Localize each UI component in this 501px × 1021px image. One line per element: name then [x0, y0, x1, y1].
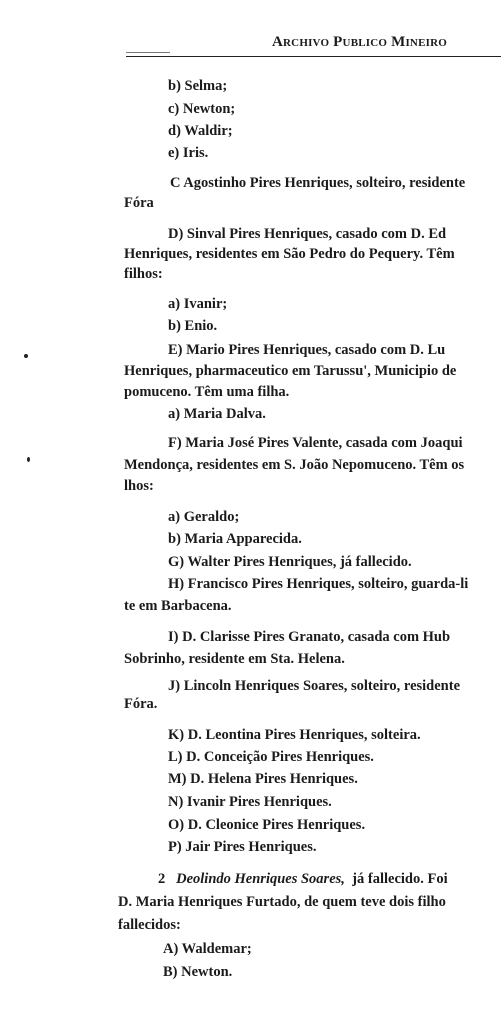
text-line: b) Maria Apparecida. [168, 531, 302, 547]
header-rule [126, 56, 501, 57]
text-line: a) Ivanir; [168, 296, 228, 312]
header-rule-left [126, 52, 170, 53]
text-line: G) Walter Pires Henriques, já fallecido. [168, 554, 412, 570]
text-line: B) Newton. [163, 964, 233, 980]
text-line: I) D. Clarisse Pires Granato, casada com Hub [168, 629, 451, 645]
text-line: J) Lincoln Henriques Soares, solteiro, residente [168, 678, 461, 694]
item-number: 2 [158, 871, 166, 887]
text-line: a) Geraldo; [168, 509, 240, 525]
text-line: H) Francisco Pires Henriques, solteiro, guarda-li [168, 576, 469, 592]
text-line: te em Barbacena. [124, 598, 232, 614]
text-line: A) Waldemar; [163, 941, 252, 957]
text-line: pomuceno. Têm uma filha. [124, 384, 290, 400]
person-name: Deolindo Henriques Soares, [176, 871, 345, 887]
text-line: Henriques, residentes em São Pedro do Pequery. Têm [124, 246, 455, 262]
ink-speck [27, 457, 30, 462]
text-line: E) Mario Pires Henriques, casado com D. Lu [168, 342, 446, 358]
text-line: Henriques, pharmaceutico em Tarussu', Municipio de [124, 363, 457, 379]
text-line: F) Maria José Pires Valente, casada com Joaqui [168, 435, 463, 451]
text-line: Sobrinho, residente em Sta. Helena. [124, 651, 345, 667]
running-header: Archivo Publico Mineiro [272, 34, 447, 50]
text-line: fallecidos: [118, 917, 181, 933]
text-line: c) Newton; [168, 101, 236, 117]
text-run: já fallecido. Foi [352, 871, 448, 887]
text-line: b) Enio. [168, 318, 218, 334]
text-line: b) Selma; [168, 78, 228, 94]
text-line [158, 870, 448, 888]
text-line: N) Ivanir Pires Henriques. [168, 794, 332, 810]
text-line: D. Maria Henriques Furtado, de quem teve dois filho [118, 894, 446, 910]
text-line: filhos: [124, 266, 163, 282]
text-line: lhos: [124, 478, 154, 494]
text-line: P) Jair Pires Henriques. [168, 839, 317, 855]
text-line: d) Waldir; [168, 123, 233, 139]
text-line: M) D. Helena Pires Henriques. [168, 771, 358, 787]
text-line: L) D. Conceição Pires Henriques. [168, 749, 374, 765]
text-line: a) Maria Dalva. [168, 406, 266, 422]
text-line: D) Sinval Pires Henriques, casado com D. Ed [168, 226, 447, 242]
ink-speck [24, 354, 28, 358]
text-line: Mendonça, residentes em S. João Nepomuceno. Têm os [124, 457, 465, 473]
text-line: Fóra. [124, 696, 158, 712]
text-line: K) D. Leontina Pires Henriques, solteira. [168, 727, 421, 743]
text-line: O) D. Cleonice Pires Henriques. [168, 817, 366, 833]
text-line: C Agostinho Pires Henriques, solteiro, residente [170, 175, 466, 191]
text-line: Fóra [124, 195, 154, 211]
text-line: e) Iris. [168, 145, 209, 161]
